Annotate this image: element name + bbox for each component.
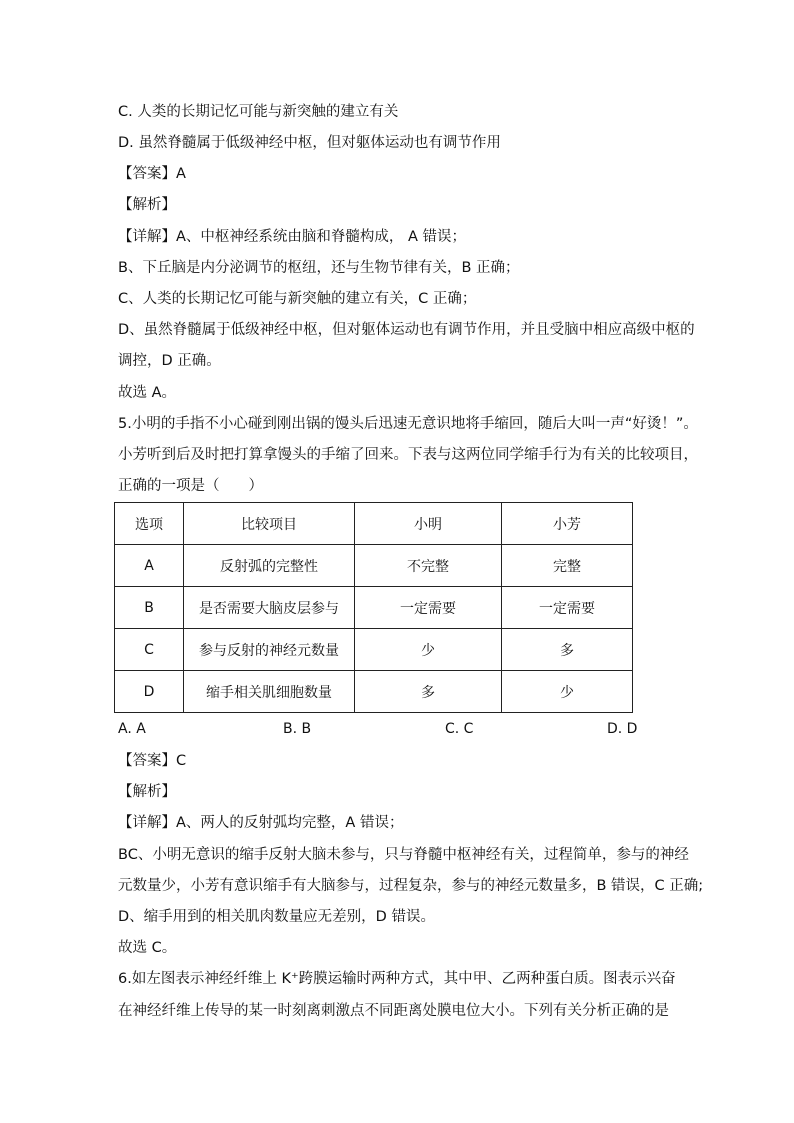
analysis-heading: 【解析】 <box>118 197 176 213</box>
table-cell: C <box>115 629 184 671</box>
table-cell: B <box>115 587 184 629</box>
detail-line: 【详解】A、两人的反射弧均完整，A 错误； <box>118 815 404 831</box>
question-5-text: 正确的一项是（ ） <box>118 478 263 494</box>
table-header-cell: 选项 <box>115 503 184 545</box>
analysis-heading: 【解析】 <box>118 784 176 800</box>
table-cell: 是否需要大脑皮层参与 <box>184 587 355 629</box>
table-cell: 参与反射的神经元数量 <box>184 629 355 671</box>
table-cell: D <box>115 671 184 713</box>
table-cell: 反射弧的完整性 <box>184 545 355 587</box>
table-row <box>115 671 633 713</box>
answer-option-b: B. B <box>283 721 312 737</box>
question-5-text: 小芳听到后及时把打算拿馒头的手缩了回来。下表与这两位同学缩手行为有关的比较项目， <box>118 447 698 463</box>
table-cell: 一定需要 <box>355 587 502 629</box>
table-cell: 少 <box>502 671 633 713</box>
table-row <box>115 587 633 629</box>
detail-line: B、下丘脑是内分泌调节的枢纽，还与生物节律有关，B 正确； <box>118 260 520 276</box>
table-cell: 完整 <box>502 545 633 587</box>
detail-line: 调控，D 正确。 <box>118 353 221 369</box>
question-6-text: 在神经纤维上传导的某一时刻离刺激点不同距离处膜电位大小。下列有关分析正确的是 <box>118 1003 669 1019</box>
option-c-text: C. 人类的长期记忆可能与新突触的建立有关 <box>118 104 399 120</box>
detail-line: C、人类的长期记忆可能与新突触的建立有关，C 正确； <box>118 291 477 307</box>
choice-line: 故选 C。 <box>118 940 177 956</box>
table-cell: 不完整 <box>355 545 502 587</box>
table-row <box>115 545 633 587</box>
detail-line: 【详解】A、中枢神经系统由脑和脊髓构成， A 错误； <box>118 229 467 245</box>
table-cell: 多 <box>355 671 502 713</box>
table-header-cell: 比较项目 <box>184 503 355 545</box>
answer-line: 【答案】C <box>118 753 187 769</box>
table-header-row <box>115 503 633 545</box>
table-cell: A <box>115 545 184 587</box>
detail-line: D、虽然脊髓属于低级神经中枢，但对躯体运动也有调节作用，并且受脑中相应高级中枢的 <box>118 322 695 338</box>
question-5-text: 5.小明的手指不小心碰到刚出锅的馒头后迅速无意识地将手缩回，随后大叫一声“好烫！”。 <box>118 416 698 432</box>
table-cell: 少 <box>355 629 502 671</box>
answer-line: 【答案】A <box>118 166 186 182</box>
answer-option-d: D. D <box>607 721 638 737</box>
detail-line: BC、小明无意识的缩手反射大脑未参与，只与脊髓中枢神经有关，过程简单，参与的神经 <box>118 847 689 863</box>
option-d-text: D. 虽然脊髓属于低级神经中枢，但对躯体运动也有调节作用 <box>118 135 501 151</box>
table-cell: 多 <box>502 629 633 671</box>
comparison-table <box>114 502 633 713</box>
table-cell: 一定需要 <box>502 587 633 629</box>
detail-line: D、缩手用到的相关肌肉数量应无差别，D 错误。 <box>118 909 435 925</box>
question-6-text: 6.如左图表示神经纤维上 K⁺跨膜运输时两种方式，其中甲、乙两种蛋白质。图表示兴奋 <box>118 971 676 987</box>
answer-option-a: A. A <box>118 721 146 737</box>
detail-line: 元数量少，小芳有意识缩手有大脑参与，过程复杂，参与的神经元数量多，B 错误，C 正确; <box>118 878 704 894</box>
table-cell: 缩手相关肌细胞数量 <box>184 671 355 713</box>
table-header-cell: 小芳 <box>502 503 633 545</box>
table-header-cell: 小明 <box>355 503 502 545</box>
choice-line: 故选 A。 <box>118 385 177 401</box>
answer-option-c: C. C <box>445 721 474 737</box>
table-row <box>115 629 633 671</box>
